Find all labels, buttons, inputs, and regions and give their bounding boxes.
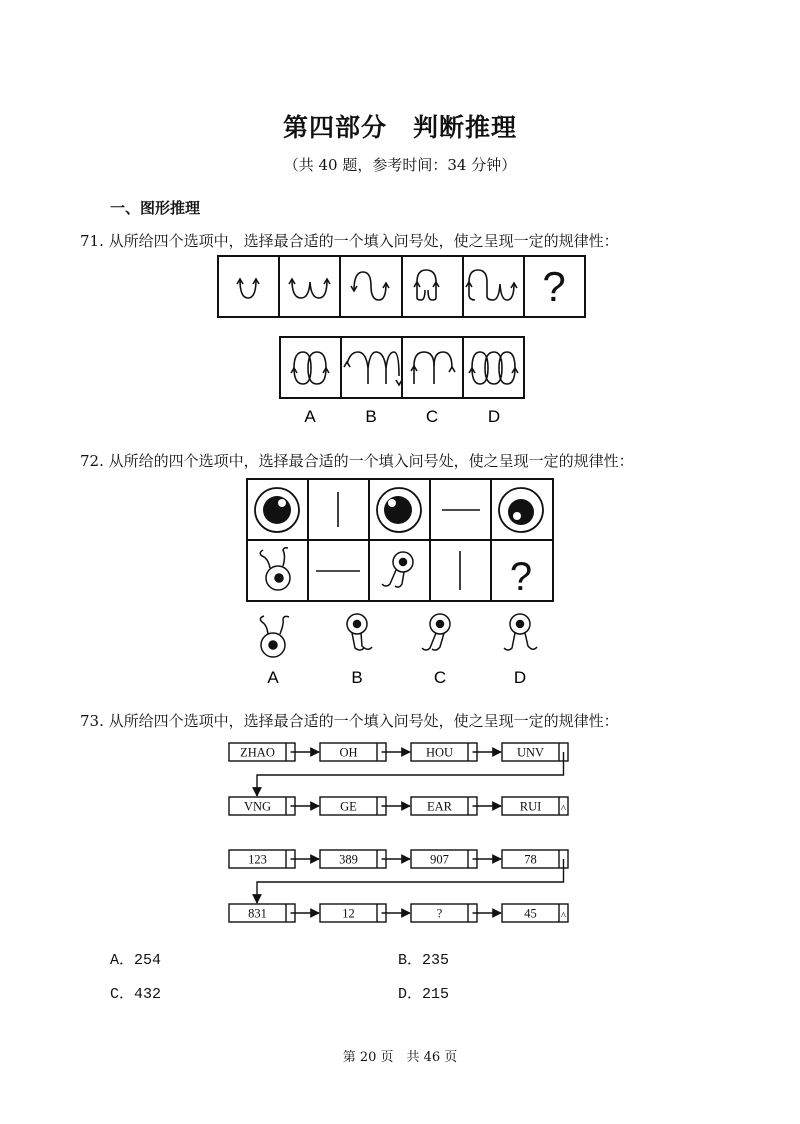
q73-wrap-arrow	[257, 859, 564, 903]
q73-option-a[interactable]: A．254	[110, 952, 162, 969]
question-number: 72.	[80, 452, 104, 470]
q73-node	[229, 904, 295, 922]
q73-node	[320, 904, 386, 922]
q71-label-d: D	[487, 407, 501, 426]
q73-option-b[interactable]: B．235	[398, 952, 450, 969]
q73-option-d[interactable]: D．215	[398, 986, 450, 1003]
q73-node	[229, 850, 295, 868]
q73-node	[320, 797, 386, 815]
q73-node-value: 12	[342, 906, 355, 921]
q73-node-value: GE	[340, 799, 357, 814]
q73-node	[411, 797, 477, 815]
q73-node	[320, 850, 386, 868]
section-heading: 一、图形推理	[110, 199, 201, 217]
question-number: 73.	[80, 712, 104, 730]
q73-node	[502, 904, 568, 922]
q73-node	[502, 850, 568, 868]
q72-label-b: B	[351, 668, 363, 687]
q73-option-c[interactable]: C．432	[110, 986, 162, 1003]
q73-node-value: 45	[524, 906, 537, 921]
q72-label-c: C	[433, 668, 447, 687]
q73-node-value: EAR	[427, 799, 452, 814]
q73-node-value: RUI	[519, 799, 542, 814]
q73-node	[229, 743, 295, 761]
q73-node-value: 123	[248, 852, 267, 867]
q73-node-value: 78	[524, 852, 537, 867]
q73-node	[320, 743, 386, 761]
q72-label-d: D	[513, 668, 527, 687]
q72-question-mark: ?	[509, 555, 533, 599]
q71-label-a: A	[304, 407, 316, 426]
q73-node-value: HOU	[425, 745, 454, 760]
q73-node-value: 831	[248, 906, 267, 921]
q73-node-value: UNV	[516, 745, 545, 760]
q73-node	[502, 797, 568, 815]
page-subtitle: （共 40 题，参考时间：34 分钟）	[283, 156, 517, 174]
q73-node	[229, 797, 295, 815]
q73-node	[411, 743, 477, 761]
q71-label-b: B	[365, 407, 377, 426]
q71-question-mark: ?	[542, 263, 566, 310]
q73-node	[411, 850, 477, 868]
question-number: 71.	[80, 232, 104, 250]
q73-node	[411, 904, 477, 922]
q73-node-value: ZHAO	[240, 745, 275, 760]
q73-node-value: 907	[430, 852, 449, 867]
question-text: 从所给的四个选项中，选择最合适的一个填入问号处，使之呈现一定的规律性：	[108, 452, 634, 470]
q71-label-c: C	[425, 407, 439, 426]
q73-node-value: ?	[436, 906, 443, 921]
q73-node-value: OH	[339, 745, 358, 760]
q73-node	[502, 743, 568, 761]
q73-node-value: 389	[339, 852, 358, 867]
page-footer: 第 20 页 共 46 页	[342, 1050, 458, 1065]
q73-end-marker: ^	[560, 910, 567, 922]
q72-label-a: A	[267, 668, 279, 687]
q73-node-value: VNG	[243, 799, 272, 814]
question-text: 从所给四个选项中，选择最合适的一个填入问号处，使之呈现一定的规律性：	[108, 232, 619, 250]
page-title: 第四部分 判断推理	[282, 113, 517, 142]
question-text: 从所给四个选项中，选择最合适的一个填入问号处，使之呈现一定的规律性：	[108, 712, 619, 730]
q73-end-marker: ^	[560, 803, 567, 815]
